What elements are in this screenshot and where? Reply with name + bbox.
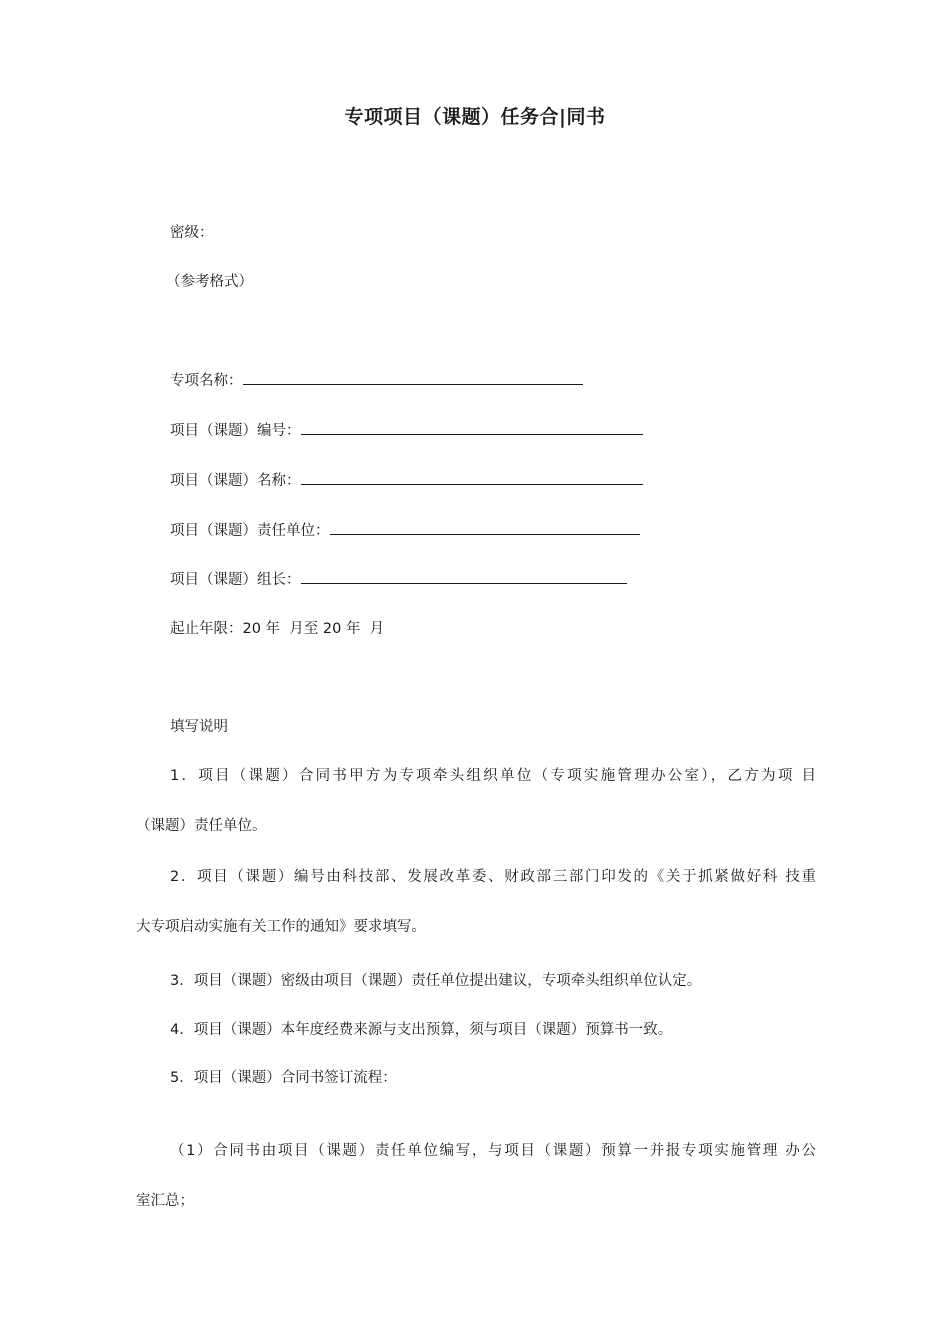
- secret-level-label: 密级：: [170, 225, 214, 241]
- field-responsible-unit-label: 项目（课题）责任单位：: [170, 523, 330, 539]
- document-title: 专项项目（课题）任务合|同书: [344, 106, 606, 128]
- instruction-sub-1-line-2: 室汇总；: [136, 1193, 194, 1209]
- instruction-item-5: 5．项目（课题）合同书签订流程：: [170, 1070, 397, 1086]
- instruction-item-4: 4．项目（课题）本年度经费来源与支出预算，须与项目（课题）预算书一致。: [170, 1022, 673, 1038]
- field-subject-number: [170, 420, 643, 441]
- field-team-leader: [170, 569, 627, 590]
- instruction-item-2-line-1: 2．项目（课题）编号由科技部、发展改革委、财政部三部门印发的《关于抓紧做好科 技重: [170, 869, 816, 885]
- instruction-item-1-line-1: 1．项目（课题）合同书甲方为专项牵头组织单位（专项实施管理办公室），乙方为项 目: [170, 768, 816, 784]
- instruction-item-2-line-2: 大专项启动实施有关工作的通知》要求填写。: [136, 919, 426, 935]
- field-project-name-label: 专项名称：: [170, 373, 243, 389]
- field-responsible-unit: [170, 520, 640, 541]
- reference-format-note: （参考格式）: [166, 274, 253, 290]
- field-subject-name: [170, 470, 643, 491]
- instruction-sub-1-line-1: （1）合同书由项目（课题）责任单位编写，与项目（课题）预算一并报专项实施管理 办公: [170, 1143, 816, 1159]
- field-project-name-blank: [243, 370, 583, 385]
- period-line: 起止年限：20 年 月至 20 年 月: [170, 621, 385, 637]
- field-project-name: [170, 370, 583, 391]
- instructions-heading: 填写说明: [170, 719, 228, 735]
- field-subject-number-label: 项目（课题）编号：: [170, 423, 301, 439]
- field-subject-name-blank: [301, 470, 643, 485]
- field-team-leader-blank: [301, 569, 627, 584]
- field-subject-name-label: 项目（课题）名称：: [170, 473, 301, 489]
- instruction-item-1-line-2: （课题）责任单位。: [136, 818, 267, 834]
- instruction-item-3: 3．项目（课题）密级由项目（课题）责任单位提出建议，专项牵头组织单位认定。: [170, 973, 702, 989]
- field-subject-number-blank: [301, 420, 643, 435]
- field-team-leader-label: 项目（课题）组长：: [170, 572, 301, 588]
- field-responsible-unit-blank: [330, 520, 640, 535]
